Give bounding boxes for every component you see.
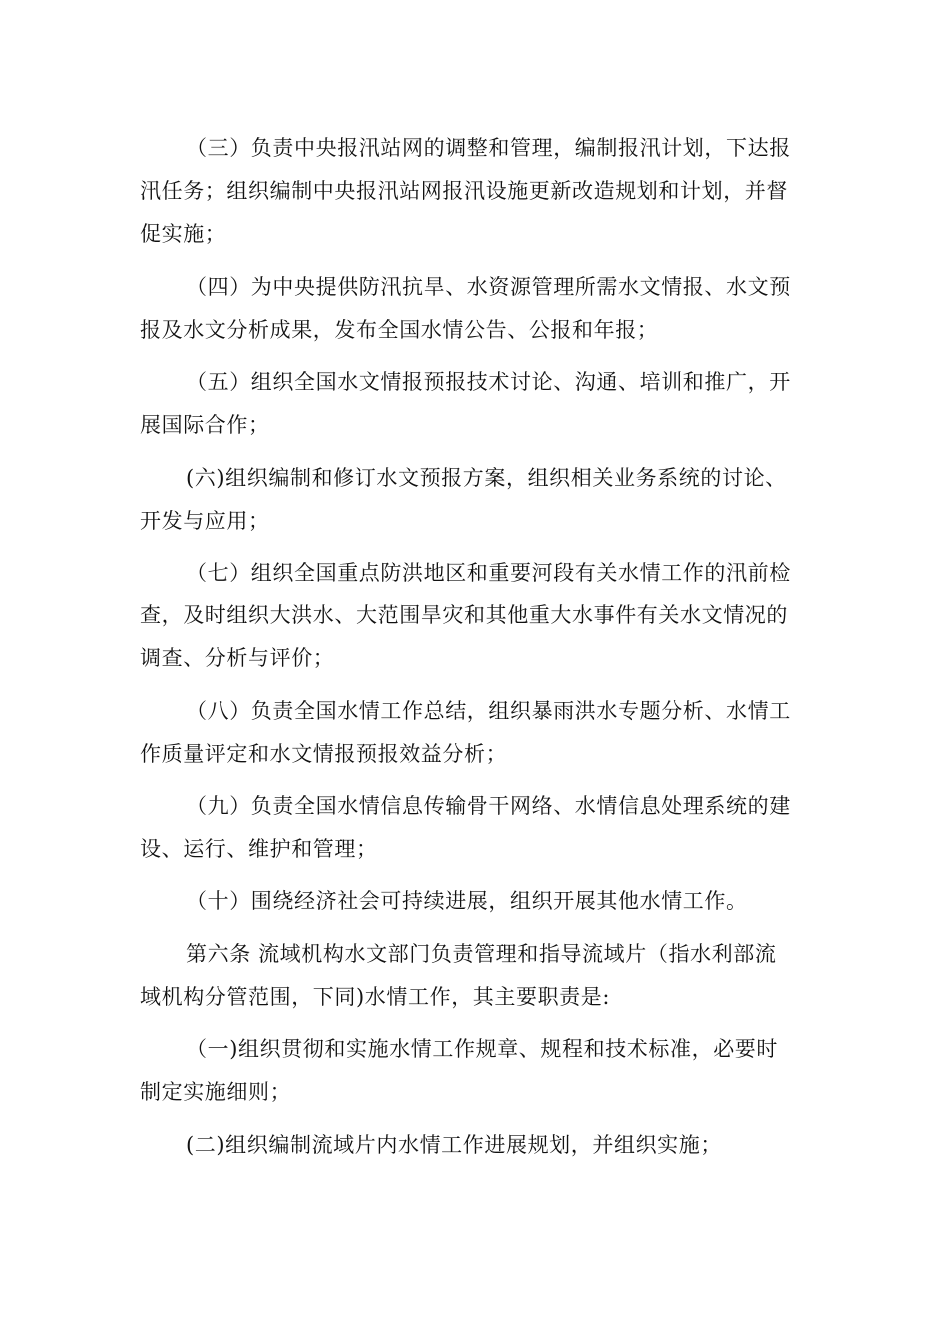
para-3-line-2: 汛任务；组织编制中央报汛站网报汛设施更新改造规划和计划，并督 xyxy=(140,179,788,203)
para-4-line-1: （四）为中央提供防汛抗旱、水资源管理所需水文情报、水文预 xyxy=(186,275,791,299)
para-7-line-3: 调查、分析与评价； xyxy=(140,646,335,670)
para-3-line-1: （三）负责中央报汛站网的调整和管理，编制报汛计划，下达报 xyxy=(186,136,791,160)
para-3-line-3: 促实施； xyxy=(140,222,227,246)
item-2-line-1: (二)组织编制流域片内水情工作进展规划，并组织实施； xyxy=(186,1133,722,1157)
para-9-line-2: 设、运行、维护和管理； xyxy=(140,837,378,861)
para-9-line-1: （九）负责全国水情信息传输骨干网络、水情信息处理系统的建 xyxy=(186,794,791,818)
para-7-line-1: （七）组织全国重点防洪地区和重要河段有关水情工作的汛前检 xyxy=(186,561,791,585)
para-4-line-2: 报及水文分析成果，发布全国水情公告、公报和年报； xyxy=(140,318,659,342)
para-6-line-2: 开发与应用； xyxy=(140,509,270,533)
para-5-line-1: （五）组织全国水文情报预报技术讨论、沟通、培训和推广，开 xyxy=(186,370,791,394)
para-8-line-2: 作质量评定和水文情报预报效益分析； xyxy=(140,742,508,766)
item-1-line-1: （一)组织贯彻和实施水情工作规章、规程和技术标准，必要时 xyxy=(186,1037,778,1061)
para-7-line-2: 查，及时组织大洪水、大范围旱灾和其他重大水事件有关水文情况的 xyxy=(140,603,788,627)
para-10-line-1: （十）围绕经济社会可持续进展，组织开展其他水情工作。 xyxy=(186,889,748,913)
para-5-line-2: 展国际合作； xyxy=(140,413,270,437)
article-6-line-1: 第六条 流域机构水文部门负责管理和指导流域片（指水利部流 xyxy=(186,942,777,966)
item-1-line-2: 制定实施细则； xyxy=(140,1080,292,1104)
article-6-line-2: 域机构分管范围，下同)水情工作，其主要职责是: xyxy=(140,985,611,1009)
para-8-line-1: （八）负责全国水情工作总结，组织暴雨洪水专题分析、水情工 xyxy=(186,699,791,723)
para-6-line-1: (六)组织编制和修订水文预报方案，组织相关业务系统的讨论、 xyxy=(186,466,787,490)
